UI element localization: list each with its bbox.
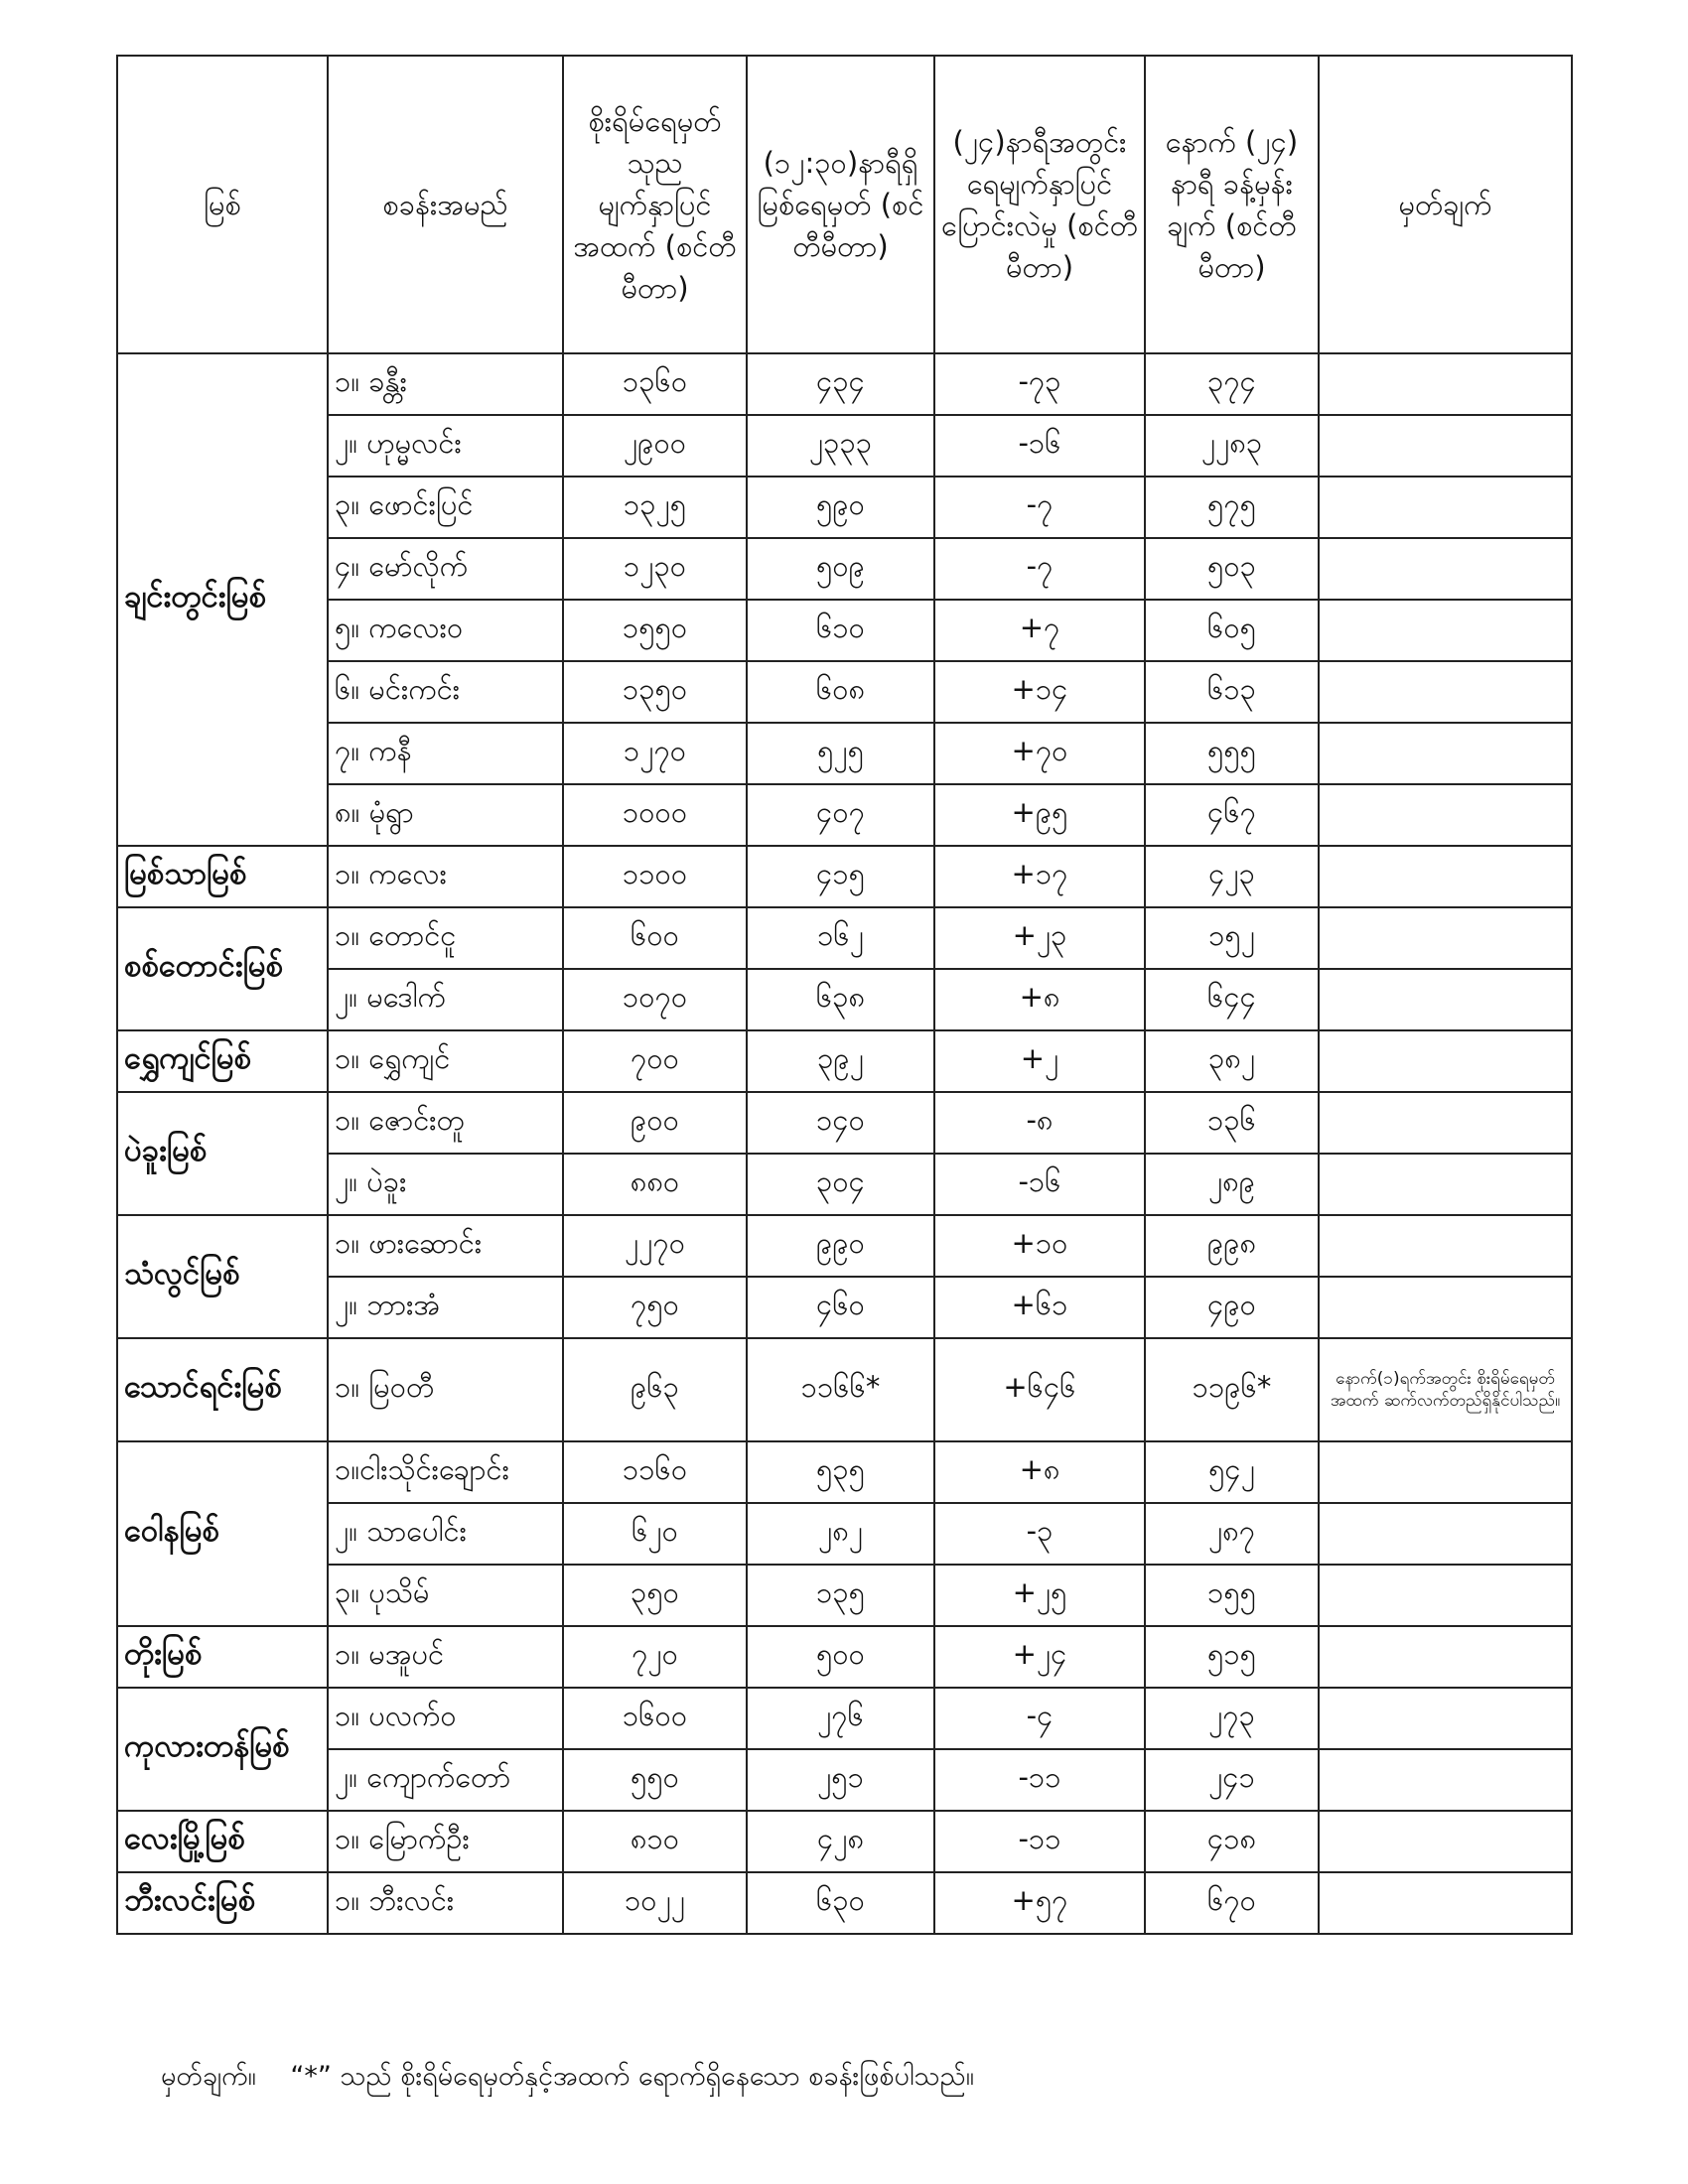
remark [1319,1811,1572,1872]
station-name: ၁။ငါးသိုင်းချောင်း [328,1441,563,1503]
forecast-level: ၁၃၆ [1145,1092,1319,1154]
current-level: ၆၃၈ [747,969,934,1030]
forecast-level: ၂၂၈၃ [1145,415,1319,477]
table-row [117,1503,1572,1565]
danger-level: ၁၅၅၀ [563,600,747,661]
river-name: စစ်တောင်းမြစ် [117,907,328,1030]
remark [1319,907,1572,969]
table-row [117,661,1572,723]
forecast-level: ၅၇၅ [1145,477,1319,538]
remark [1319,723,1572,784]
current-level: ၅၉၀ [747,477,934,538]
remark [1319,1565,1572,1626]
level-change: +၂၅ [934,1565,1145,1626]
station-name: ၂။ ကျောက်တော် [328,1749,563,1811]
level-change: -၄ [934,1688,1145,1749]
station-name: ၂။ ဘားအံ [328,1277,563,1338]
river-name: ပဲခူးမြစ် [117,1092,328,1215]
forecast-level: ၅၀၃ [1145,538,1319,600]
table-row [117,723,1572,784]
forecast-level: ၂၄၁ [1145,1749,1319,1811]
table-row [117,846,1572,907]
station-name: ၂။ သာပေါင်း [328,1503,563,1565]
danger-level: ၁၀၀၀ [563,784,747,846]
level-change: +၆၁ [934,1277,1145,1338]
station-name: ၂။ ပဲခူး [328,1154,563,1215]
level-change: -၁၁ [934,1749,1145,1811]
forecast-level: ၆၀၅ [1145,600,1319,661]
danger-level: ၁၂၇၀ [563,723,747,784]
danger-level: ၁၃၆၀ [563,353,747,415]
current-level: ၁၃၅ [747,1565,934,1626]
remark [1319,1092,1572,1154]
table-row [117,1030,1572,1092]
level-change: +၂ [934,1030,1145,1092]
level-change: +၉၅ [934,784,1145,846]
river-name: ရွှေကျင်မြစ် [117,1030,328,1092]
danger-level: ၁၃၂၅ [563,477,747,538]
current-level: ၂၅၁ [747,1749,934,1811]
station-name: ၁။ ဖားဆောင်း [328,1215,563,1277]
river-name: ဘီးလင်းမြစ် [117,1872,328,1934]
header-remark: မှတ်ချက် [1319,56,1572,353]
current-level: ၂၇၆ [747,1688,934,1749]
danger-level: ၃၅၀ [563,1565,747,1626]
level-change: -၇ [934,477,1145,538]
table-row [117,1565,1572,1626]
current-level: ၁၁၆၆* [747,1338,934,1441]
station-name: ၃။ ဖောင်းပြင် [328,477,563,538]
river-name: သံလွင်မြစ် [117,1215,328,1338]
danger-level: ၈၁၀ [563,1811,747,1872]
table-row [117,1092,1572,1154]
river-name: ကုလားတန်မြစ် [117,1688,328,1811]
footnote-label: မှတ်ချက်။ [161,2061,256,2092]
danger-level: ၇၂၀ [563,1626,747,1688]
forecast-level: ၁၅၂ [1145,907,1319,969]
table-row [117,477,1572,538]
forecast-level: ၅၄၂ [1145,1441,1319,1503]
header-river: မြစ် [117,56,328,353]
danger-level: ၇၀၀ [563,1030,747,1092]
remark [1319,1688,1572,1749]
remark [1319,353,1572,415]
level-change: +၁၇ [934,846,1145,907]
remark [1319,1215,1572,1277]
forecast-level: ၄၉၀ [1145,1277,1319,1338]
forecast-level: ၄၆၇ [1145,784,1319,846]
danger-level: ၁၀၂၂ [563,1872,747,1934]
level-change: +၈ [934,969,1145,1030]
forecast-level: ၉၉၈ [1145,1215,1319,1277]
table-row [117,1872,1572,1934]
level-change: +၂၃ [934,907,1145,969]
danger-level: ၆၂၀ [563,1503,747,1565]
level-change: +၁၀ [934,1215,1145,1277]
forecast-level: ၅၅၅ [1145,723,1319,784]
remark [1319,1503,1572,1565]
current-level: ၅၃၅ [747,1441,934,1503]
river-name: လေးမြို့မြစ် [117,1811,328,1872]
forecast-level: ၁၅၅ [1145,1565,1319,1626]
remark [1319,600,1572,661]
remark [1319,477,1572,538]
table-row [117,1811,1572,1872]
level-change: -၇၃ [934,353,1145,415]
danger-level: ၆၀၀ [563,907,747,969]
danger-level: ၉၀၀ [563,1092,747,1154]
footnote-text: “*” သည် စိုးရိမ်ရေမှတ်နှင့်အထက် ရောက်ရှိနေသော စခန်းဖြစ်ပါသည်။ [290,2061,974,2092]
station-name: ၁။ ဇောင်းတူ [328,1092,563,1154]
level-change: +၅၇ [934,1872,1145,1934]
station-name: ၇။ ကနီ [328,723,563,784]
level-change: -၃ [934,1503,1145,1565]
current-level: ၄၆၀ [747,1277,934,1338]
level-change: +၂၄ [934,1626,1145,1688]
header-station: စခန်းအမည် [328,56,563,353]
remark [1319,1872,1572,1934]
current-level: ၄၁၅ [747,846,934,907]
station-name: ၄။ မော်လိုက် [328,538,563,600]
station-name: ၆။ မင်းကင်း [328,661,563,723]
remark [1319,846,1572,907]
current-level: ၁၆၂ [747,907,934,969]
river-name: တိုးမြစ် [117,1626,328,1688]
danger-level: ၁၁၀၀ [563,846,747,907]
table-row [117,1626,1572,1688]
forecast-level: ၃၈၂ [1145,1030,1319,1092]
level-change: -၁၆ [934,1154,1145,1215]
danger-level: ၅၅၀ [563,1749,747,1811]
danger-level: ၈၈၀ [563,1154,747,1215]
danger-level: ၁၀၇၀ [563,969,747,1030]
current-level: ၆၁၀ [747,600,934,661]
station-name: ၁။ မြဝတီ [328,1338,563,1441]
forecast-level: ၆၄၄ [1145,969,1319,1030]
current-level: ၆၀၈ [747,661,934,723]
station-name: ၁။ မအူပင် [328,1626,563,1688]
station-name: ၂။ မဒေါက် [328,969,563,1030]
table-row [117,1277,1572,1338]
danger-level: ၂၉၀၀ [563,415,747,477]
footnote [161,2059,1000,2099]
remark [1319,1154,1572,1215]
table-row [117,1154,1572,1215]
station-name: ၈။ မုံရွာ [328,784,563,846]
current-level: ၄၀၇ [747,784,934,846]
level-change: +၆၄၆ [934,1338,1145,1441]
station-name: ၁။ ဘီးလင်း [328,1872,563,1934]
table-row [117,1338,1572,1441]
header-forecast: နောက် (၂၄) နာရီ ခန့်မှန်းချက် (စင်တီမီတာ) [1145,56,1319,353]
current-level: ၂၈၂ [747,1503,934,1565]
table-row [117,415,1572,477]
level-change: -၁၆ [934,415,1145,477]
remark [1319,661,1572,723]
danger-level: ၁၂၃၀ [563,538,747,600]
remark: နောက်(၁)ရက်အတွင်း စိုးရိမ်ရေမှတ်အထက် ဆက်လက်တည်ရှိနိုင်ပါသည်။ [1319,1338,1572,1441]
table-row [117,1215,1572,1277]
station-name: ၁။ ရွှေကျင် [328,1030,563,1092]
station-name: ၂။ ဟုမ္မလင်း [328,415,563,477]
danger-level: ၁၃၅၀ [563,661,747,723]
station-name: ၁။ ကလေး [328,846,563,907]
table-row [117,1688,1572,1749]
forecast-level: ၅၁၅ [1145,1626,1319,1688]
forecast-level: ၂၇၃ [1145,1688,1319,1749]
forecast-level: ၄၂၃ [1145,846,1319,907]
danger-level: ၂၂၇၀ [563,1215,747,1277]
station-name: ၁။ ပလက်ဝ [328,1688,563,1749]
remark [1319,969,1572,1030]
level-change: -၈ [934,1092,1145,1154]
level-change: +၈ [934,1441,1145,1503]
table-row [117,784,1572,846]
remark [1319,538,1572,600]
danger-level: ၇၅၀ [563,1277,747,1338]
table-row [117,907,1572,969]
current-level: ၄၂၈ [747,1811,934,1872]
river-name: မြစ်သာမြစ် [117,846,328,907]
header-danger-level: စိုးရိမ်ရေမှတ် သုည မျက်နှာပြင် အထက် (စင်တီမီတာ) [563,56,747,353]
station-name: ၁။ မြောက်ဦး [328,1811,563,1872]
forecast-level: ၂၈၉ [1145,1154,1319,1215]
current-level: ၅၂၅ [747,723,934,784]
remark [1319,1626,1572,1688]
table-row [117,353,1572,415]
danger-level: ၁၆၀၀ [563,1688,747,1749]
river-level-table [116,55,1573,1935]
remark [1319,415,1572,477]
danger-level: ၁၁၆၀ [563,1441,747,1503]
header-current-level: (၁၂:၃၀)နာရီရှိ မြစ်ရေမှတ် (စင်တီမီတာ) [747,56,934,353]
station-name: ၁။ တောင်ငူ [328,907,563,969]
forecast-level: ၃၇၄ [1145,353,1319,415]
remark [1319,1441,1572,1503]
table-row [117,600,1572,661]
remark [1319,1030,1572,1092]
station-name: ၃။ ပုသိမ် [328,1565,563,1626]
current-level: ၃၉၂ [747,1030,934,1092]
forecast-level: ၁၁၉၆* [1145,1338,1319,1441]
level-change: +၇ [934,600,1145,661]
river-name: သောင်ရင်းမြစ် [117,1338,328,1441]
level-change: +၁၄ [934,661,1145,723]
header-row [117,56,1572,353]
forecast-level: ၂၈၇ [1145,1503,1319,1565]
level-change: +၇၀ [934,723,1145,784]
table-row [117,1749,1572,1811]
current-level: ၆၃၀ [747,1872,934,1934]
current-level: ၄၃၄ [747,353,934,415]
forecast-level: ၆၇၀ [1145,1872,1319,1934]
remark [1319,1749,1572,1811]
current-level: ၉၉၀ [747,1215,934,1277]
current-level: ၃၀၄ [747,1154,934,1215]
level-change: -၁၁ [934,1811,1145,1872]
forecast-level: ၄၁၈ [1145,1811,1319,1872]
current-level: ၅၀၉ [747,538,934,600]
station-name: ၅။ ကလေးဝ [328,600,563,661]
table-row [117,1441,1572,1503]
current-level: ၅၀၀ [747,1626,934,1688]
current-level: ၁၄၀ [747,1092,934,1154]
table-row [117,538,1572,600]
header-change: (၂၄)နာရီအတွင်း ရေမျက်နှာပြင် ပြောင်းလဲမှု (စင်တီမီတာ) [934,56,1145,353]
danger-level: ၉၆၃ [563,1338,747,1441]
river-name: ချင်းတွင်းမြစ် [117,353,328,846]
remark [1319,784,1572,846]
forecast-level: ၆၁၃ [1145,661,1319,723]
level-change: -၇ [934,538,1145,600]
current-level: ၂၃၃၃ [747,415,934,477]
remark [1319,1277,1572,1338]
river-name: ဝေါနမြစ် [117,1441,328,1626]
table-row [117,969,1572,1030]
station-name: ၁။ ခန္တီး [328,353,563,415]
